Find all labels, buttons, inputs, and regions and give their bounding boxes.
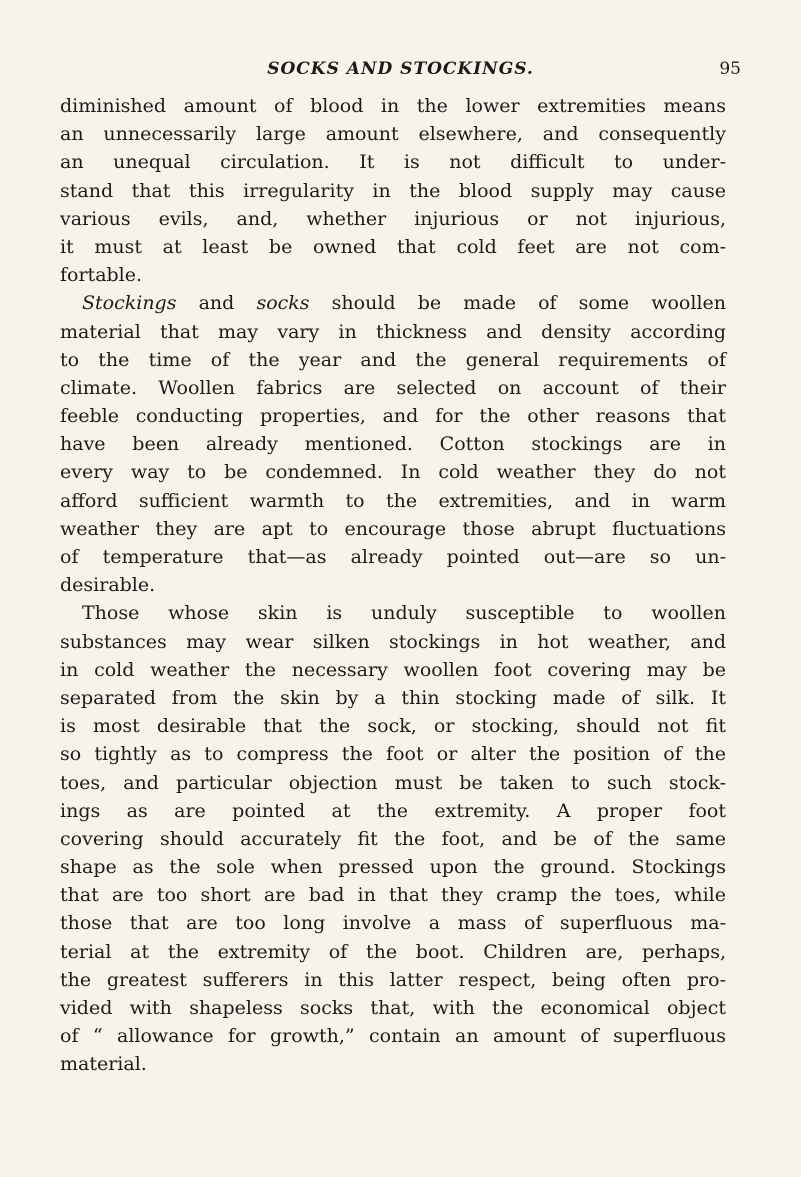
italic-term-stockings: Stockings [82,292,177,315]
text-line: separated from the skin by a thin stocking made of silk. It [60,686,726,709]
text-line: shape as the sole when pressed upon the ground. Stockings [60,856,726,879]
text-line: material. [60,1053,147,1076]
italic-term-socks: socks [256,292,310,315]
page-number: 95 [719,59,741,79]
text-line: every way to be condemned. In cold weather they do not [60,461,726,484]
text-line: vided with shapeless socks that, with the economical object [60,997,726,1019]
text-line: of “ allowance for growth,” contain an amount of superfluous [60,1025,726,1048]
text-line: desirable. [60,574,156,597]
text-line: that are too short are bad in that they cramp the toes, while [60,884,726,907]
text-line: weather they are apt to encourage those abrupt fluctuations [60,517,726,540]
text-line: fortable. [60,264,143,287]
text-line: material that may vary in thickness and density according [60,320,726,343]
running-head: SOCKS AND STOCKINGS. [267,59,534,79]
text-line: is most desirable that the sock, or stocking, should not fit [60,715,726,738]
text-line: feeble conducting properties, and for the other reasons that [60,405,726,428]
text-line: so tightly as to compress the foot or alter the position of the [60,743,726,766]
body-text [60,92,726,1079]
text-line: of temperature that—as already pointed out—are so un- [60,546,726,568]
text-line: substances may wear silken stockings in hot weather, and [60,630,726,653]
text-line [60,289,726,317]
text-line: those that are too long involve a mass of superfluous ma- [60,912,726,935]
text-line: the greatest sufferers in this latter respect, being often pro- [60,968,726,991]
text-line: Those whose skin is unduly susceptible to woollen [82,602,726,625]
text-line: climate. Woollen fabrics are selected on account of their [60,376,726,399]
text-line: an unnecessarily large amount elsewhere, and consequently [60,123,726,146]
lead-rest: should be made of some woollen [309,292,727,315]
text-line: stand that this irregularity in the blood supply may cause [60,179,726,202]
text-line: have been already mentioned. Cotton stockings are in [60,433,726,456]
text-line: to the time of the year and the general requirements of [60,348,726,371]
lead-and: and [176,292,257,315]
text-line: afford sufficient warmth to the extremities, and in warm [60,489,726,512]
paragraph-1 [60,92,726,289]
text-line: it must at least be owned that cold feet are not com- [60,235,726,258]
text-line: covering should accurately fit the foot, and be of the same [60,827,726,850]
text-line: terial at the extremity of the boot. Children are, perhaps, [60,940,726,963]
text-line: ings as are pointed at the extremity. A proper foot [60,799,726,822]
text-line: diminished amount of blood in the lower extremities means [60,95,726,117]
paragraph-2 [60,289,726,599]
text-line: in cold weather the necessary woollen foot covering may be [60,658,726,681]
text-line: various evils, and, whether injurious or not injurious, [60,207,726,230]
paragraph-3 [60,599,726,1078]
page-header [0,56,801,82]
text-line: toes, and particular objection must be taken to such stock- [60,771,726,794]
text-line: an unequal circulation. It is not difficult to under- [60,151,726,174]
